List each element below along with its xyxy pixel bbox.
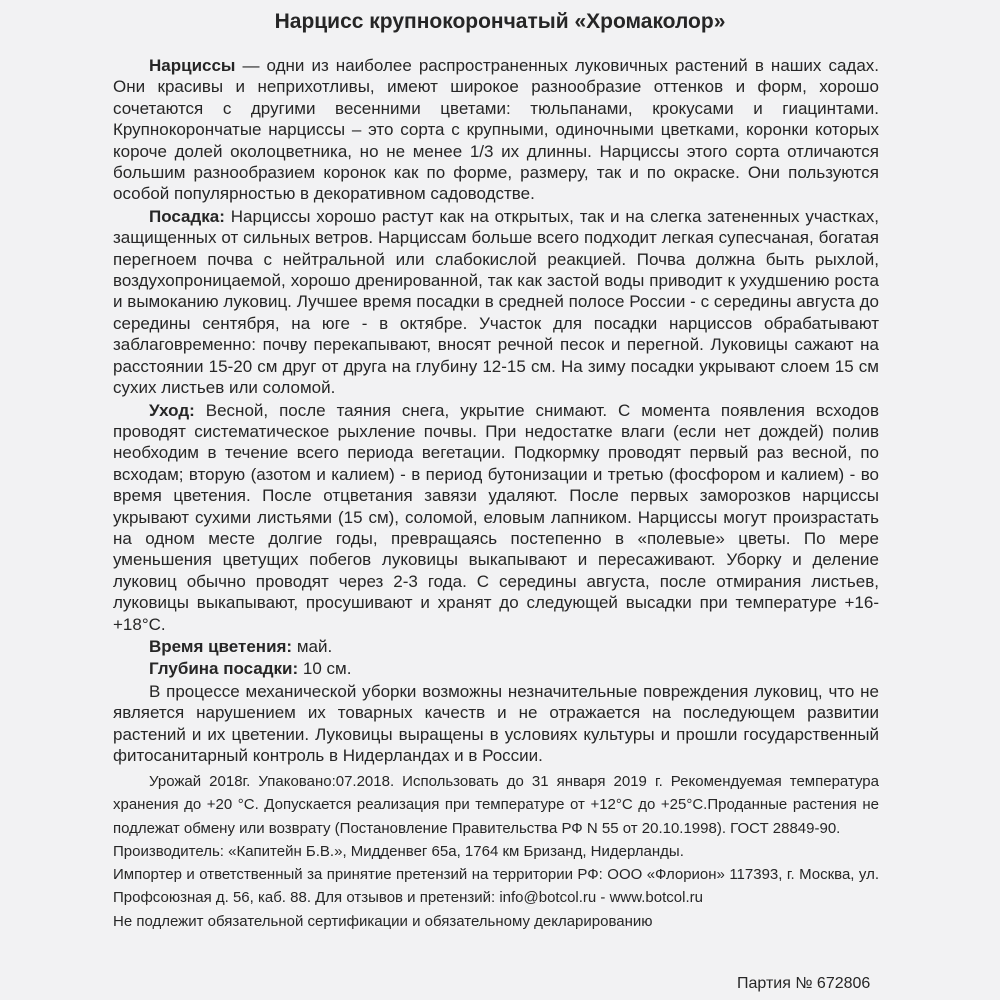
care-text: Весной, после таяния снега, укрытие снимают. С момента появления всходов проводят систематическое рыхление почвы. При недостатке влаги (если нет дождей) полив необходим в течение всего периода вегетации. Подкормку проводят первый раз весной, по всходам; вторую (азотом и калием) - в период бутонизации и третью (фосфором и калием) - во время цветения. После отцветания завязи удаляют. После первых заморозков нарциссы укрывают сухими листьями (15 см), соломой, еловым лапником. Нарциссы могут произрастать на одном месте долгие годы, превращаясь постепенно в «полевые» цветы. По мере уменьшения цветущих побегов луковицы выкапывают и пересаживают. Уборку и деление луковиц обычно проводят через 2-3 года. С середины августа, после отмирания листьев, луковицы выкапывают, просушивают и хранят до следующей высадки при температуре +16-+18°С. <box>113 400 879 634</box>
planting-paragraph <box>113 206 879 399</box>
disclaimer-paragraph: В процессе механической уборки возможны незначительные повреждения луковиц, что не является нарушением их товарных качеств и не отражается на последующем развитии растений и их цветении. Луковицы выращены в условиях культуры и прошли государственный фитосанитарный контроль в Нидерландах и в России. <box>113 681 879 765</box>
intro-paragraph <box>113 55 879 205</box>
planting-depth-heading: Глубина посадки: <box>149 659 299 679</box>
planting-depth-value: 10 см. <box>298 659 352 679</box>
importer-info: Импортер и ответственный за принятие претензий на территории РФ: ООО «Флорион» 117393, г. Москва, ул. Профсоюзная д. 56, каб. 88. Для отзывов и претензий: info@botcol.ru - www.botcol.ru <box>113 866 879 907</box>
planting-heading: Посадка: <box>149 206 225 226</box>
document-title: Нарцисс крупнокорончатый «Хромаколор» <box>274 10 726 33</box>
intro-text: — одни из наиболее распространенных луковичных растений в наших садах. Они красивы и неприхотливы, имеют широкое разнообразие оттенков и форм, хорошо сочетаются с другими весенними цветами: тюльпанами, крокусами и гиацинтами. Крупнокорончатые нарциссы – это сорта с крупными, одиночными цветками, коронки которых короче долей околоцветника, но не менее 1/3 их длинны. Нарциссы этого сорта отличаются большим разнообразием коронок как по форме, размеру, так и по окраске. Они пользуются особой популярностью в декоративном садоводстве. <box>113 56 879 204</box>
description-body <box>113 55 879 766</box>
bloom-time-line <box>113 636 879 657</box>
certification-info: Не подлежит обязательной сертификации и обязательному декларированию <box>113 912 653 930</box>
care-paragraph <box>113 400 879 635</box>
bloom-time-heading: Время цветения: <box>149 636 293 656</box>
care-heading: Уход: <box>149 400 195 420</box>
producer-info: Производитель: «Капитейн Б.В.», Мидденвег 65а, 1764 км Бризанд, Нидерланды. <box>113 842 684 860</box>
planting-depth-line <box>113 658 879 679</box>
planting-text: Нарциссы хорошо растут как на открытых, так и на слегка затененных участках, защищенных от сильных ветров. Нарциссам больше всего подходит легкая супесчаная, богатая перегноем почва с нейтральной или слабокислой реакцией. Почва должна быть рыхлой, воздухопроницаемой, хорошо дренированной, так как застой воды приводит к ухудшению роста и вымоканию луковиц. Лучшее время посадки в средней полосе России - с середины августа до середины сентября, на юге - в октябре. Участок для посадки нарциссов обрабатывают заблаговременно: почву перекапывают, вносят речной песок и перегной. Луковицы сажают на расстоянии 15-20 см друг от друга на глубину 12-15 см. На зиму посадки укрывают слоем 15 см сухих листьев или соломой. <box>113 206 879 398</box>
batch-number: Партия № 672806 <box>737 975 871 992</box>
bloom-time-value: май. <box>292 636 333 656</box>
intro-heading: Нарциссы <box>149 56 236 75</box>
footer-info <box>113 770 879 933</box>
harvest-storage-info: Урожай 2018г. Упаковано:07.2018. Использовать до 31 января 2019 г. Рекомендуемая температура хранения до +20 °С. Допускается реализация при температуре от +12°С до +25°С.Проданные растения не подлежат обмену или возврату (Постановление Правительства РФ N 55 от 20.10.1998). ГОСТ 28849-90. <box>113 773 879 837</box>
